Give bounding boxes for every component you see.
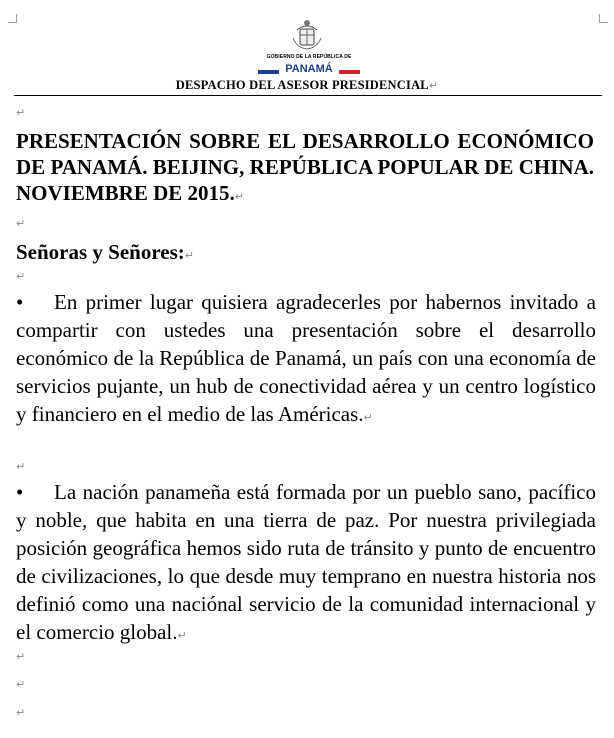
- empty-paragraph-mark: ↵: [16, 460, 26, 473]
- header-rule: [14, 95, 602, 96]
- letterhead: [0, 0, 614, 100]
- country-name: PANAMÁ: [285, 63, 333, 75]
- office-title: DESPACHO DEL ASESOR PRESIDENCIAL↵: [175, 78, 439, 92]
- greeting: Señoras y Señores:↵: [16, 240, 194, 264]
- coat-of-arms-icon: [287, 16, 327, 52]
- empty-paragraph-mark: ↵: [16, 270, 26, 283]
- empty-paragraph-mark: ↵: [16, 706, 26, 719]
- paragraph-1: • En primer lugar quisiera agradecerles por habernos invitado a compartir con ustedes una presentación sobre el desarrollo económico de la República de Panamá, un país con una economía de servicios pujante, un hub de conectividad aérea y un centro logístico y financiero en el medio de las Américas.↵: [16, 290, 596, 426]
- government-line: GOBIERNO DE LA REPÚBLICA DE: [266, 54, 352, 60]
- panama-wordmark: [254, 62, 364, 76]
- red-bar: [339, 70, 360, 74]
- bullet: •: [16, 290, 24, 314]
- empty-paragraph-mark: ↵: [16, 650, 26, 663]
- empty-paragraph-mark: ↵: [16, 106, 26, 119]
- document-title: PRESENTACIÓN SOBRE EL DESARROLLO ECONÓMICO DE PANAMÁ. BEIJING, REPÚBLICA POPULAR DE CHINA. NOVIEMBRE DE 2015.↵: [16, 129, 594, 205]
- bullet: •: [16, 480, 24, 504]
- paragraph-2: • La nación panameña está formada por un pueblo sano, pacífico y noble, que habita en una tierra de paz. Por nuestra privilegiada posición geográfica hemos sido ruta de tránsito y punto de encuentro de civilizaciones, lo que desde muy temprano en nuestra historia nos definió como una naciónal servicio de la comunidad internacional y el comercio global.↵: [16, 480, 596, 644]
- empty-paragraph-mark: ↵: [16, 678, 26, 691]
- empty-paragraph-mark: ↵: [16, 217, 26, 230]
